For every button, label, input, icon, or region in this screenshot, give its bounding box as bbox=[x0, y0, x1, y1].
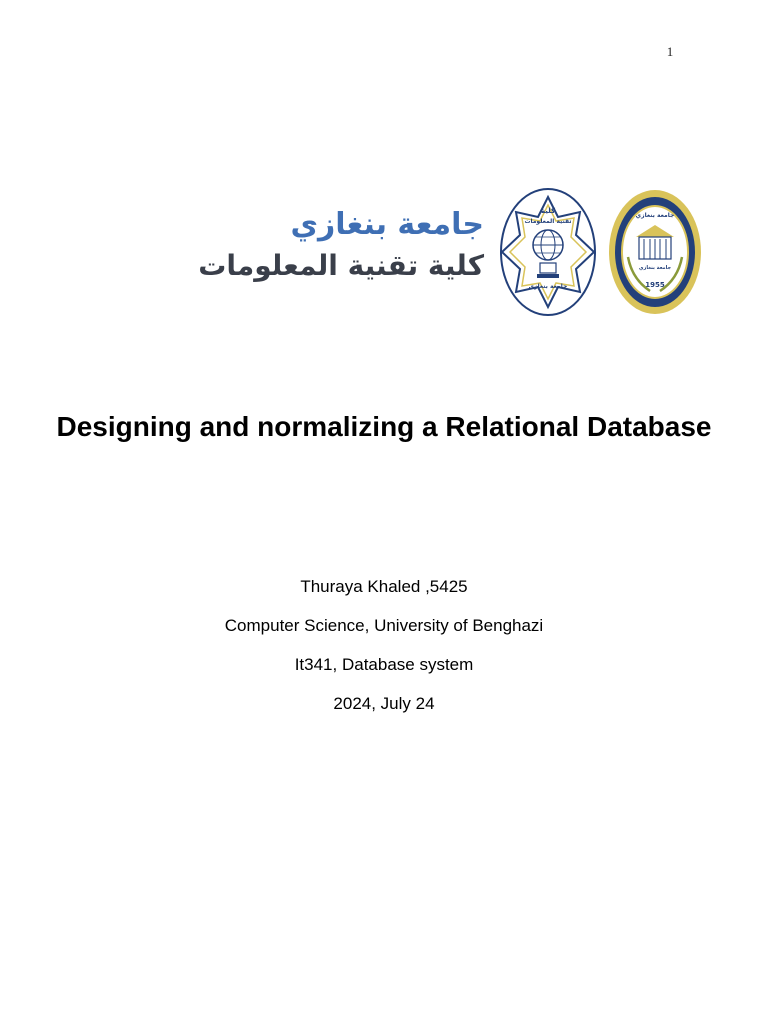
faculty-seal-text-bottom: جامعة بنغازي bbox=[528, 283, 568, 290]
university-name-arabic: جامعة بنغازي bbox=[290, 207, 484, 242]
course-line: It341, Database system bbox=[294, 655, 474, 674]
university-seal-text-top: جامعة بنغازي bbox=[635, 212, 675, 219]
faculty-seal-text-middle: تقنية المعلومات bbox=[524, 218, 572, 225]
faculty-name-arabic: كلية تقنية المعلومات bbox=[198, 249, 484, 282]
university-seal-year: 1955 bbox=[645, 281, 665, 289]
document-title: Designing and normalizing a Relational Database bbox=[56, 411, 712, 442]
date-line: 2024, July 24 bbox=[333, 694, 435, 713]
faculty-seal-text-top: كلية bbox=[540, 207, 556, 215]
logo-wordmark bbox=[198, 205, 484, 295]
faculty-seal-icon bbox=[498, 187, 598, 317]
page-number: 1 bbox=[666, 44, 674, 59]
university-seal-icon bbox=[606, 187, 704, 317]
university-seal-text-name: جامعة بنغازي bbox=[638, 265, 672, 271]
affiliation-line: Computer Science, University of Benghazi bbox=[224, 616, 544, 635]
author-line: Thuraya Khaled ,5425 bbox=[300, 577, 468, 596]
faculty-logo-banner bbox=[198, 185, 712, 323]
